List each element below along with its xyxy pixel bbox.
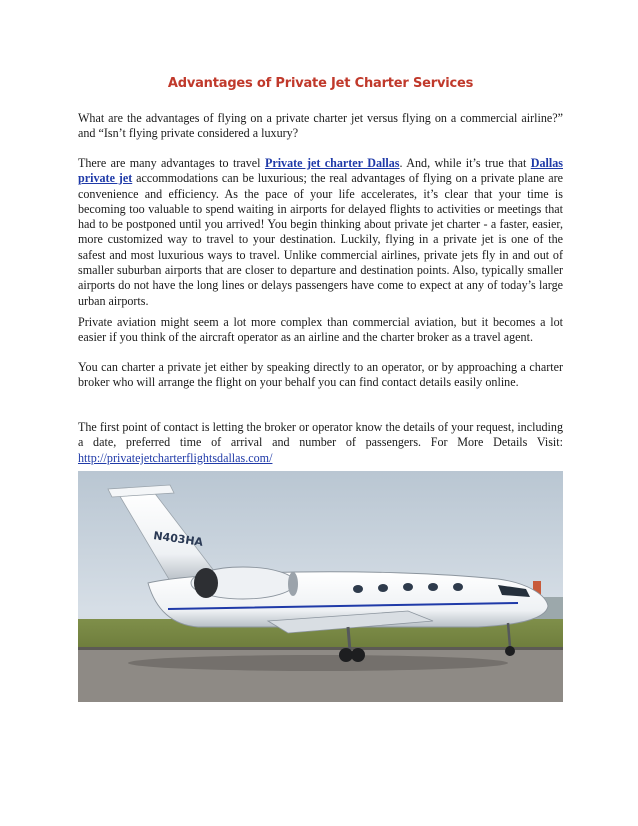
paragraph-text: The first point of contact is letting the broker or operator know the details of your request, including a date, preferred time of arrival and number of passengers. For More Details Visit: [78, 420, 563, 450]
document-title: Advantages of Private Jet Charter Services [167, 76, 474, 91]
jet-illustration [78, 471, 563, 702]
private-jet-photo [78, 471, 563, 702]
paragraph-advantages [78, 156, 563, 309]
dallas-private-jet-link[interactable]: Dallas private jet [78, 156, 563, 186]
paragraph-intro: What are the advantages of flying on a private charter jet versus flying on a commercial airline?” and “Isn’t flying private considered a luxury? [78, 111, 563, 141]
private-jet-charter-dallas-link[interactable]: Private jet charter Dallas [264, 156, 400, 170]
paragraph-private-aviation: Private aviation might seem a lot more complex than commercial aviation, but it becomes a lot easier if you think of the aircraft operator as an airline and the charter broker as a travel agent. [78, 315, 563, 345]
paragraph-contact [78, 420, 563, 466]
paragraph-text: accommodations can be luxurious; the real advantages of flying on a private plane are convenience and efficiency. As the pace of your life accelerates, it’s clear that your time is becoming too valuable to spend waiting in airports for delayed flights to activities or meetings that had to be postponed until you arrived! You begin thinking about private jet charter - a faster, easier, more customized way to travel to your destination. Luckily, flying in a private jet is one of the safest and most luxurious ways to travel. Unlike commercial airlines, private jets fly in and out of smaller suburban airports that are closer to departure and destination points. Also, typically smaller airports do not have the long lines or delays passengers have come to expect at any of today’s large urban airports. [78, 171, 563, 308]
paragraph-text: . And, while it’s true that [399, 156, 531, 170]
paragraph-text: There are many advantages to travel [78, 156, 265, 170]
tail-registration: N403HA [152, 529, 204, 549]
website-link[interactable]: http://privatejetcharterflightsdallas.com/ [78, 450, 273, 465]
paragraph-charter-options: You can charter a private jet either by speaking directly to an operator, or by approaching a charter broker who will arrange the flight on your behalf you can find contact details easily online. [78, 360, 563, 390]
